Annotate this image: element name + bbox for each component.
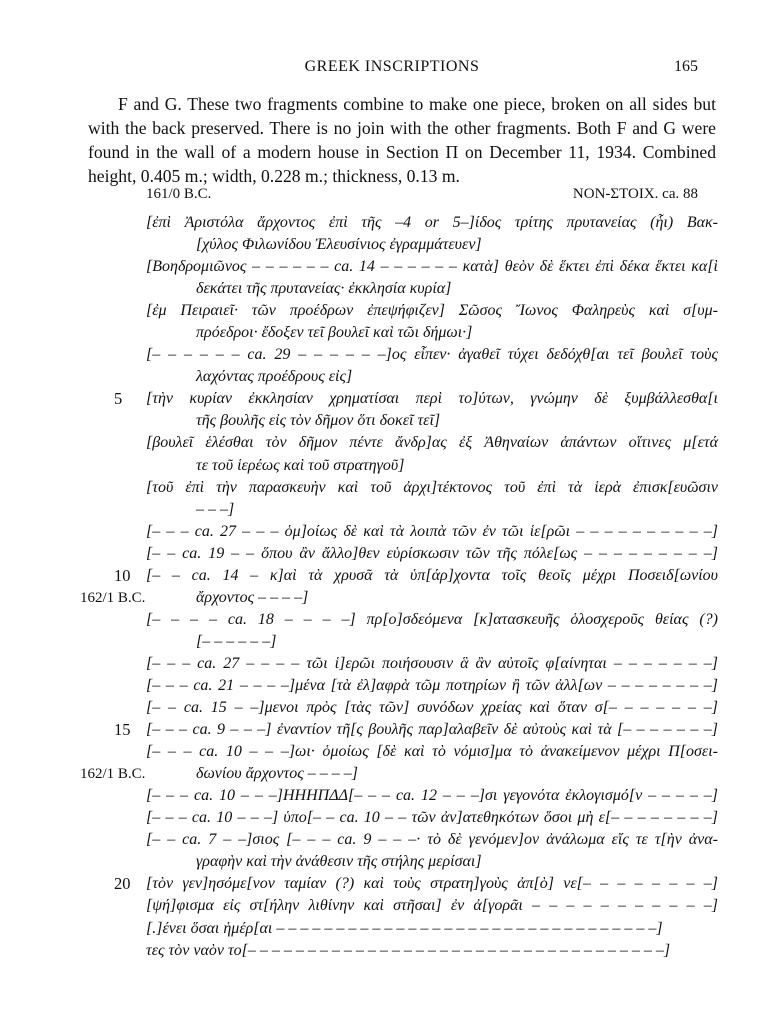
line-text: [– – – ca. 10 – – –] ὑπο[– – ca. 10 – – τῶν ἀν]ατεθηκότων ὅσοι μὴ ε[– – – – – – – –]: [146, 809, 718, 827]
inscription-line: [0, 785, 784, 807]
line-text: [– – – ca. 27 – – – – τῶι ἱ]ερῶι ποιήσουσιν ἃ ἂν αὐτοῖς φ[αίνηται – – – – – – –]: [146, 654, 718, 672]
line-text: [– – – ca. 9 – – –] ἐναντίον τῆ[ς βουλῆς παρ]αλαβεῖν δὲ αὐτοὺς καὶ τὰ [– – – – – – –]: [146, 721, 718, 739]
inscription-line: [0, 807, 784, 829]
stoichedon-note: NON-ΣΤΟΙΧ. ca. 88: [572, 186, 698, 202]
inscription-line: [0, 719, 784, 741]
inscription-line: [0, 410, 784, 432]
inscription-line: [0, 477, 784, 499]
inscription-line: [0, 829, 784, 851]
line-number: 5: [114, 389, 123, 409]
line-text: [– – – – ca. 18 – – – –] πρ[ο]σδεόμενα [κ]ατασκευῆς ὁλοσχεροῦς θείας (?): [146, 610, 718, 628]
inscription-date: 161/0 B.C.: [146, 186, 212, 202]
line-text: [τὸν γεν]ησόμε[νον ταμίαν (?) καὶ τοὺς στρατη]γοὺς ἀπ[ὸ] νε[– – – – – – – –]: [146, 875, 718, 893]
inscription-line: [0, 918, 784, 940]
line-text: [ἐμ Πειραιεῖ· τῶν προέδρων ἐπεψήφιζεν] Σῶσος Ἴωνος Φαληρεὺς καὶ σ[υμ-: [146, 302, 718, 320]
inscription-line: [0, 256, 784, 278]
inscription-line: [0, 895, 784, 917]
line-number: 15: [114, 720, 131, 740]
inscription-line: [0, 940, 784, 962]
line-text: λαχόντας προέδρους εἰς]: [196, 368, 353, 386]
line-text: [– – ca. 15 – –]μενοι πρὸς [τὰς τῶν] συνόδων χρείας καὶ ὅταν σ[– – – – – – –]: [146, 699, 718, 717]
inscription-line: [0, 631, 784, 653]
inscription-line: [0, 543, 784, 565]
line-number: 10: [114, 565, 131, 585]
inscription-line: [0, 366, 784, 388]
inscription-text: [0, 212, 784, 962]
line-text: [– – ca. 19 – – ὅπου ἂν ἄλλο]θεν εὑρίσκωσιν τῶν τῆς πόλε[ως – – – – – – – – –]: [146, 544, 718, 562]
inscription-line: [0, 234, 784, 256]
line-text: [τοῦ ἐπὶ τὴν παρασκευὴν καὶ τοῦ ἀρχι]τέκτονος τοῦ ἐπὶ τὰ ἱερὰ ἐπισκ[ευῶσιν: [146, 478, 718, 496]
line-text: [– – – ca. 10 – – –]ωι· ὁμοίως [δὲ καὶ τὸ νόμισ]μα τὸ ἀνακείμενον μέχρι Π[οσει-: [146, 743, 718, 761]
line-number: 20: [114, 874, 131, 894]
line-text: τε τοῦ ἱερέως καὶ τοῦ στρατηγοῦ]: [196, 456, 405, 474]
line-text: γραφὴν καὶ τὴν ἀνάθεσιν τῆς στήλης μερίσαι]: [196, 853, 482, 871]
inscription-line: [0, 432, 784, 454]
inscription-line: [0, 344, 784, 366]
line-text: [– – – – – –]: [196, 632, 277, 650]
inscription-line: [0, 565, 784, 587]
inscription-line: [0, 609, 784, 631]
line-text: ἄρχοντος – – – –]: [196, 588, 309, 606]
inscription-line: [0, 521, 784, 543]
margin-date: 162/1 B.C.: [80, 589, 146, 606]
line-text: [χύλος Φιλωνίδου Ἐλευσίνιος ἐγραμμάτευεν]: [196, 236, 482, 254]
line-text: [– – – – – – ca. 29 – – – – – –]ος εἶπεν· ἀγαθεῖ τύχει δεδόχθ[αι τεῖ βουλεῖ τοὺς: [146, 346, 718, 364]
line-text: [– – ca. 7 – –]σιος [– – – ca. 9 – – –· τὸ δὲ γενόμεν]ον ἀνάλωμα εἴς τε τ[ὴν ἀνα-: [146, 831, 718, 849]
line-text: [ψή]φισμα εἰς στ[ήλην λιθίνην καὶ στῆσαι] ἐν ἀ[γορᾶι – – – – – – – – – – –]: [146, 897, 718, 915]
inscription-line: [0, 653, 784, 675]
line-text: τῆς βουλῆς εἰς τὸν δῆμον ὅτι δοκεῖ τεῖ]: [196, 412, 441, 430]
running-title: GREEK INSCRIPTIONS: [304, 58, 480, 75]
margin-date: 162/1 B.C.: [80, 766, 146, 783]
inscription-line: [0, 675, 784, 697]
line-text: [– – ca. 14 – κ]αὶ τὰ χρυσᾶ τὰ ὑπ[άρ]χοντα τοῖς θεοῖς μέχρι Ποσειδ[ωνίου: [146, 566, 718, 584]
inscription-line: [0, 300, 784, 322]
intro-text: F and G. These two fragments combine to make one piece, broken on all sides but with the back preserved. There is no join with the other fragments. Both F and G were found in the wall of a modern house in Section Π on December 11, 1934. Combined height, 0.405 m.; width, 0.228 m.; thickness, 0.13 m.: [88, 94, 717, 186]
line-text: [ἐπὶ Ἀριστόλα ἄρχοντος ἐπὶ τῆς –4 or 5–]ίδος τρίτης πρυτανείας (ἧι) Βακ-: [146, 214, 718, 231]
line-text: [.]ένει ὅσαι ἡμέρ[αι – – – – – – – – – – – – – – – – – – – – – – – – – – – – – – – –]: [146, 919, 663, 937]
inscription-line: [0, 697, 784, 719]
line-text: τες τὸν ναὸν το[– – – – – – – – – – – – – – – – – – – – – – – – – – – – – – – – – – –]: [146, 941, 671, 959]
inscription-line: [0, 388, 784, 410]
inscription-line: [0, 741, 784, 763]
line-text: [Βοηδρομιῶνος – – – – – – ca. 14 – – – – – – κατὰ] θεὸν δὲ ἕκτει ἐπὶ δέκα ἕκτει κα[ὶ: [146, 258, 718, 276]
inscription-line: [0, 499, 784, 521]
inscription-meta: [0, 186, 784, 206]
line-text: δωνίου ἄρχοντος – – – –]: [196, 765, 358, 783]
inscription-line: [0, 851, 784, 873]
line-text: [βουλεῖ ἑλέσθαι τὸν δῆμον πέντε ἄνδρ]ας ἐξ Ἀθηναίων ἁπάντων οἵτινες μ[ετά: [146, 434, 718, 452]
line-text: – – –]: [196, 500, 235, 518]
inscription-line: [0, 873, 784, 895]
inscription-line: [0, 763, 784, 785]
inscription-line: [0, 587, 784, 609]
inscription-line: [0, 322, 784, 344]
line-text: [τὴν κυρίαν ἐκκλησίαν χρηματίσαι περὶ το]ύτων, γνώμην δὲ ξυμβάλλεσθα[ι: [146, 390, 718, 408]
line-text: [– – – ca. 10 – – –]ΗΗΗΠΔΔ[– – – ca. 12 – – –]σι γεγονότα ἐκλογισμό[ν – – – – –]: [146, 787, 718, 805]
inscription-line: [0, 278, 784, 300]
line-text: [– – – ca. 21 – – – –]μένα [τὰ ἐλ]αφρὰ τῶμ ποτηρίων ἢ τῶν ἀλλ[ων – – – – – – – –]: [146, 676, 718, 694]
line-text: δεκάτει τῆς πρυτανείας· ἐκκλησία κυρία]: [196, 280, 452, 298]
inscription-line: [0, 212, 784, 234]
running-header: [0, 58, 784, 80]
line-text: πρόεδροι· ἔδοξεν τεῖ βουλεῖ καὶ τῶι δήμωι·]: [196, 324, 473, 342]
inscription-line: [0, 455, 784, 477]
intro-paragraph: [88, 92, 716, 188]
line-text: [– – – ca. 27 – – – ὁμ]οίως δὲ καὶ τὰ λοιπὰ τῶν ἐν τῶι ἱε[ρῶι – – – – – – – – – –]: [146, 522, 718, 540]
page-number: 165: [674, 58, 698, 75]
